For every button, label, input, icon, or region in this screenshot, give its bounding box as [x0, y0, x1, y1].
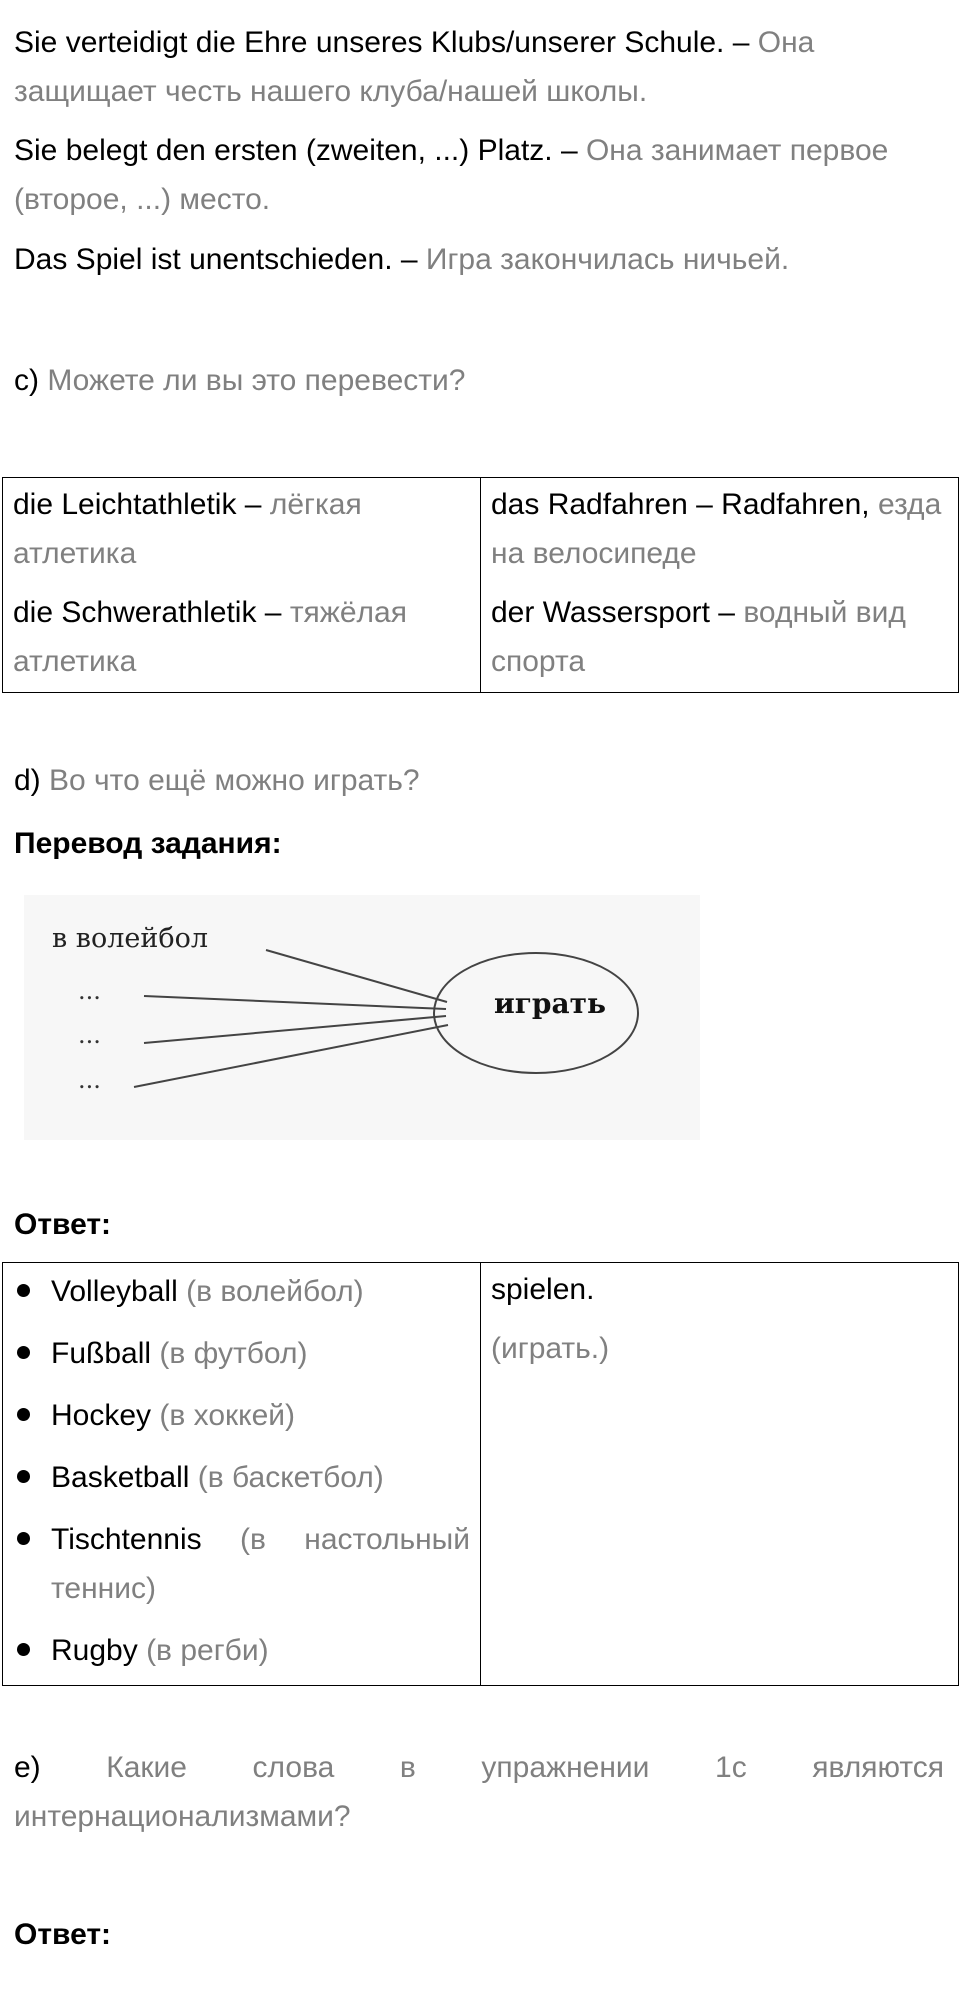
sport-russian: (в хоккей): [159, 1399, 296, 1432]
sport-russian: (в футбол): [159, 1337, 308, 1370]
list-item: [13, 1515, 470, 1613]
diagram-connector: [144, 1016, 446, 1043]
sport-german: Rugby: [51, 1634, 138, 1667]
vocab-russian: водный вид спорта: [491, 596, 906, 678]
list-item: [13, 1453, 470, 1502]
bullet-icon: [17, 1643, 30, 1656]
answer-heading: Ответ:: [14, 1208, 112, 1241]
sentence-russian: Игра закончилась ничьей.: [425, 243, 790, 276]
vocab-german: die Schwerathletik –: [13, 596, 290, 629]
table-cell: [3, 478, 481, 693]
sentence-german: Sie verteidigt die Ehre unseres Klubs/unserer Schule. –: [14, 26, 758, 59]
list-item: [13, 1391, 470, 1440]
sentence-3: [14, 235, 944, 284]
diagram-dots: ...: [78, 977, 101, 1005]
answer-table: [2, 1262, 959, 1686]
sport-german: Basketball: [51, 1461, 190, 1494]
sentence-russian: Она занимает первое (второе, ...) место.: [14, 134, 889, 216]
sport-german: Hockey: [51, 1399, 152, 1432]
task-text: Во что ещё можно играть?: [49, 764, 420, 797]
table-cell: [481, 478, 959, 693]
sport-russian: (в баскетбол): [197, 1461, 384, 1494]
task-text: Можете ли вы это перевести?: [47, 364, 466, 397]
vocab-german: das Radfahren – Radfahren,: [491, 488, 878, 521]
list-item: [13, 1329, 470, 1378]
table-row: [3, 1263, 959, 1686]
vocabulary-table: [2, 477, 959, 693]
verb-german: spielen.: [491, 1273, 595, 1306]
vocab-entry: [491, 480, 948, 578]
bullet-icon: [17, 1532, 30, 1545]
task-d: [14, 756, 944, 805]
verb-russian: (играть.): [491, 1332, 610, 1365]
sentence-german: Das Spiel ist unentschieden. –: [14, 243, 426, 276]
sport-german: Fußball: [51, 1337, 152, 1370]
diagram-center-label: играть: [494, 987, 606, 1020]
diagram-dots: ...: [78, 1021, 101, 1049]
vocab-russian: тяжёлая атлетика: [13, 596, 407, 678]
diagram-dots: ...: [78, 1066, 101, 1094]
vocab-entry: [491, 588, 948, 686]
vocab-russian: езда на велосипеде: [491, 488, 942, 570]
table-row: [3, 478, 959, 693]
sentence-1: [14, 18, 944, 116]
task-c: [14, 356, 944, 405]
task-e: [14, 1743, 944, 1841]
diagram-connector: [266, 950, 447, 1002]
sentence-german: Sie belegt den ersten (zweiten, ...) Platz. –: [14, 134, 586, 167]
diagram-top-label: в волейбол: [52, 923, 209, 954]
vocab-entry: [13, 588, 470, 686]
sentence-russian: Она защищает честь нашего клуба/нашей школы.: [14, 26, 815, 108]
bullet-icon: [17, 1346, 30, 1359]
translation-heading: Перевод задания:: [14, 827, 282, 860]
bullet-icon: [17, 1408, 30, 1421]
play-diagram-image: [24, 895, 700, 1140]
answer-heading: Ответ:: [14, 1918, 112, 1951]
vocab-russian: лёгкая атлетика: [13, 488, 362, 570]
table-cell: [3, 1263, 481, 1686]
task-letter: c): [14, 364, 48, 397]
vocab-german: der Wassersport –: [491, 596, 744, 629]
task-letter: d): [14, 764, 50, 797]
sentence-2: [14, 126, 944, 224]
sport-russian: (в регби): [146, 1634, 269, 1667]
sports-list: [13, 1267, 470, 1675]
vocab-entry: [13, 480, 470, 578]
diagram-connector: [144, 996, 446, 1009]
bullet-icon: [17, 1470, 30, 1483]
task-text: Какие слова в упражнении 1c являются интернационализмами?: [14, 1751, 944, 1833]
bullet-icon: [17, 1284, 30, 1297]
sport-german: Tischtennis: [51, 1523, 202, 1556]
list-item: [13, 1267, 470, 1316]
vocab-german: die Leichtathletik –: [13, 488, 270, 521]
sport-german: Volleyball: [51, 1275, 178, 1308]
task-letter: e): [14, 1751, 107, 1784]
table-cell: [481, 1263, 959, 1686]
list-item: [13, 1626, 470, 1675]
diagram-svg: [24, 895, 700, 1140]
diagram-connector: [134, 1025, 448, 1087]
sport-russian: (в настольный теннис): [51, 1523, 470, 1605]
sport-russian: (в волейбол): [186, 1275, 364, 1308]
